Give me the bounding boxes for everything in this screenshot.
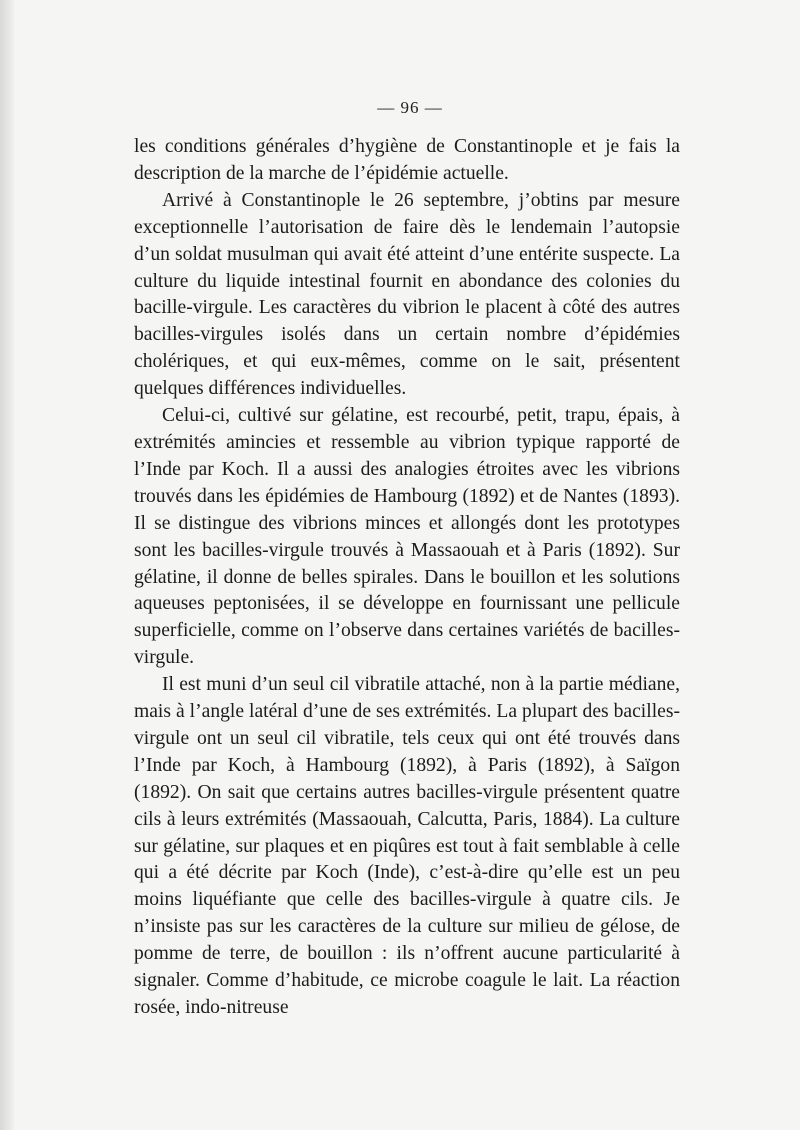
paragraph-4: Il est muni d’un seul cil vibratile attaché, non à la partie médiane, mais à l’angle latéral d’une de ses extrémités. La plupart des bacilles-virgule ont un seul cil vibratile, tels ceux qui ont été trouvés dans l’Inde par Koch, à Hambourg (1892), à Paris (1892), à Saïgon (1892). On sait que certains autres bacilles-virgule présentent quatre cils à leurs extrémités (Massaouah, Calcutta, Paris, 1884). La culture sur gélatine, sur plaques et en piqûres est tout à fait semblable à celle qui a été décrite par Koch (Inde), c’est-à-dire qu’elle est un peu moins liquéfiante que celle des bacilles-virgule à quatre cils. Je n’insiste pas sur les caractères de la culture sur milieu de gélose, de pomme de terre, de bouillon : ils n’offrent aucune particularité à signaler. Comme d’habitude, ce microbe coagule le lait. La réaction rosée, indo-nitreuse [134,674,680,1018]
body-text [134,134,680,1022]
paragraph-3: Celui-ci, cultivé sur gélatine, est recourbé, petit, trapu, épais, à extrémités amincies et ressemble au vibrion typique rapporté de l’Inde par Koch. Il a aussi des analogies étroites avec les vibrions trouvés dans les épidémies de Hambourg (1892) et de Nantes (1893). Il se distingue des vibrions minces et allongés dont les prototypes sont les bacilles-virgule trouvés à Massaouah et à Paris (1892). Sur gélatine, il donne de belles spirales. Dans le bouillon et les solutions aqueuses peptonisées, il se développe en fournissant une pellicule superficielle, comme on l’observe dans certaines variétés de bacilles-virgule. [134,405,680,669]
paragraph-2: Arrivé à Constantinople le 26 septembre, j’obtins par mesure exceptionnelle l’autorisation de faire dès le lendemain l’autopsie d’un soldat musulman qui avait été atteint d’une entérite suspecte. La culture du liquide intestinal fournit en abondance des colonies du bacille-virgule. Les caractères du vibrion le placent à côté des autres bacilles-virgules isolés dans un certain nombre d’épidémies cholériques, et qui eux-mêmes, comme on le sait, présentent quelques différences individuelles. [134,189,680,400]
page-number: — 96 — [377,98,443,117]
paragraph-1: les conditions générales d’hygiène de Constantinople et je fais la description de la marche de l’épidémie actuelle. [134,136,680,184]
page-spine-shadow [0,0,14,1130]
